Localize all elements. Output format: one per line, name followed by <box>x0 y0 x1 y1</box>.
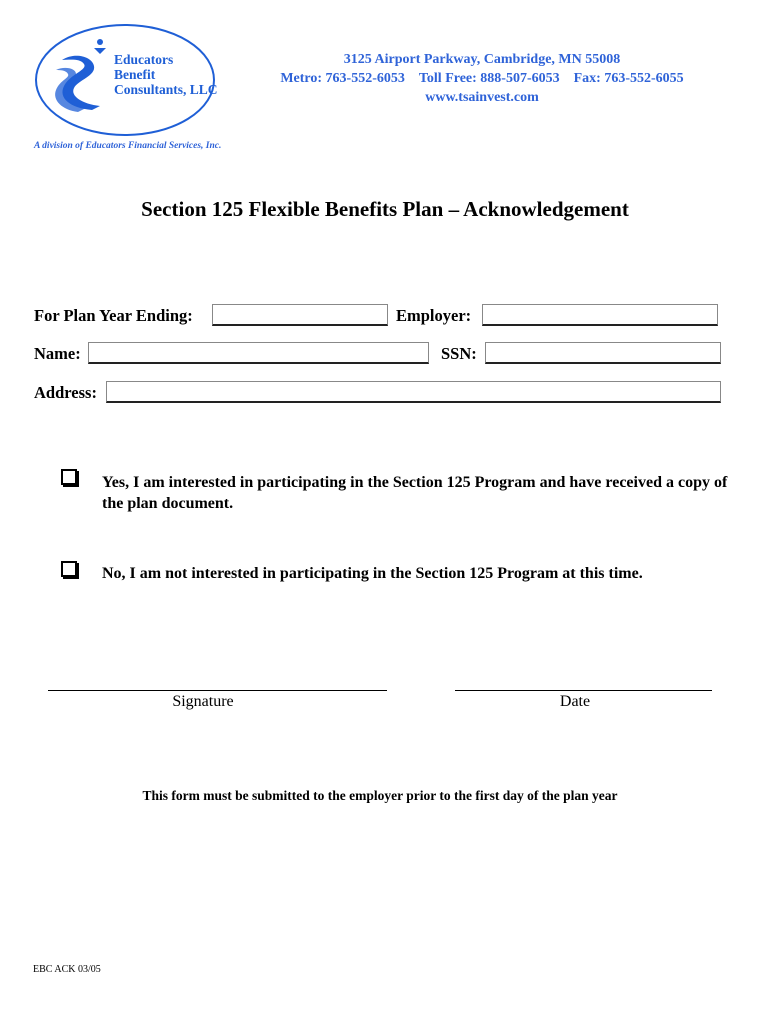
address-label: Address: <box>34 383 97 402</box>
yes-checkbox[interactable] <box>61 469 77 485</box>
plan-year-field[interactable] <box>212 304 388 326</box>
division-note: A division of Educators Financial Services, Inc. <box>34 141 222 151</box>
page-title: Section 125 Flexible Benefits Plan – Acknowledgement <box>141 197 629 221</box>
form-code: EBC ACK 03/05 <box>33 964 101 975</box>
yes-option-text: Yes, I am interested in participating in the Section 125 Program and have received a copy of the plan document. <box>102 474 728 512</box>
metro-phone: Metro: 763-552-6053 <box>280 71 405 86</box>
ssn-label: SSN: <box>441 344 477 363</box>
company-logo <box>34 22 216 138</box>
address-field[interactable] <box>106 381 721 403</box>
logo-text-line1: Educators <box>114 52 174 67</box>
toll-free-phone: Toll Free: 888-507-6053 <box>418 71 560 86</box>
fax-number: Fax: 763-552-6055 <box>573 71 684 86</box>
company-address: 3125 Airport Parkway, Cambridge, MN 55008 <box>343 52 621 67</box>
phone-numbers <box>242 69 722 88</box>
no-checkbox[interactable] <box>61 561 77 577</box>
ssn-field[interactable] <box>485 342 721 364</box>
no-option-text: No, I am not interested in participating in the Section 125 Program at this time. <box>102 565 643 582</box>
employer-field[interactable] <box>482 304 718 326</box>
signature-label: Signature <box>172 693 234 710</box>
contact-block <box>242 50 722 107</box>
website-link[interactable]: www.tsainvest.com <box>425 90 539 105</box>
plan-year-label: For Plan Year Ending: <box>34 306 193 325</box>
name-field[interactable] <box>88 342 429 364</box>
employer-label: Employer: <box>396 306 472 325</box>
date-label: Date <box>559 693 591 710</box>
signature-line[interactable] <box>48 690 387 691</box>
logo-text-line3: Consultants, LLC <box>114 82 218 97</box>
logo-text-line2: Benefit <box>114 67 156 82</box>
name-label: Name: <box>34 344 81 363</box>
date-line[interactable] <box>455 690 712 691</box>
submission-notice: This form must be submitted to the employer prior to the first day of the plan year <box>142 788 618 803</box>
